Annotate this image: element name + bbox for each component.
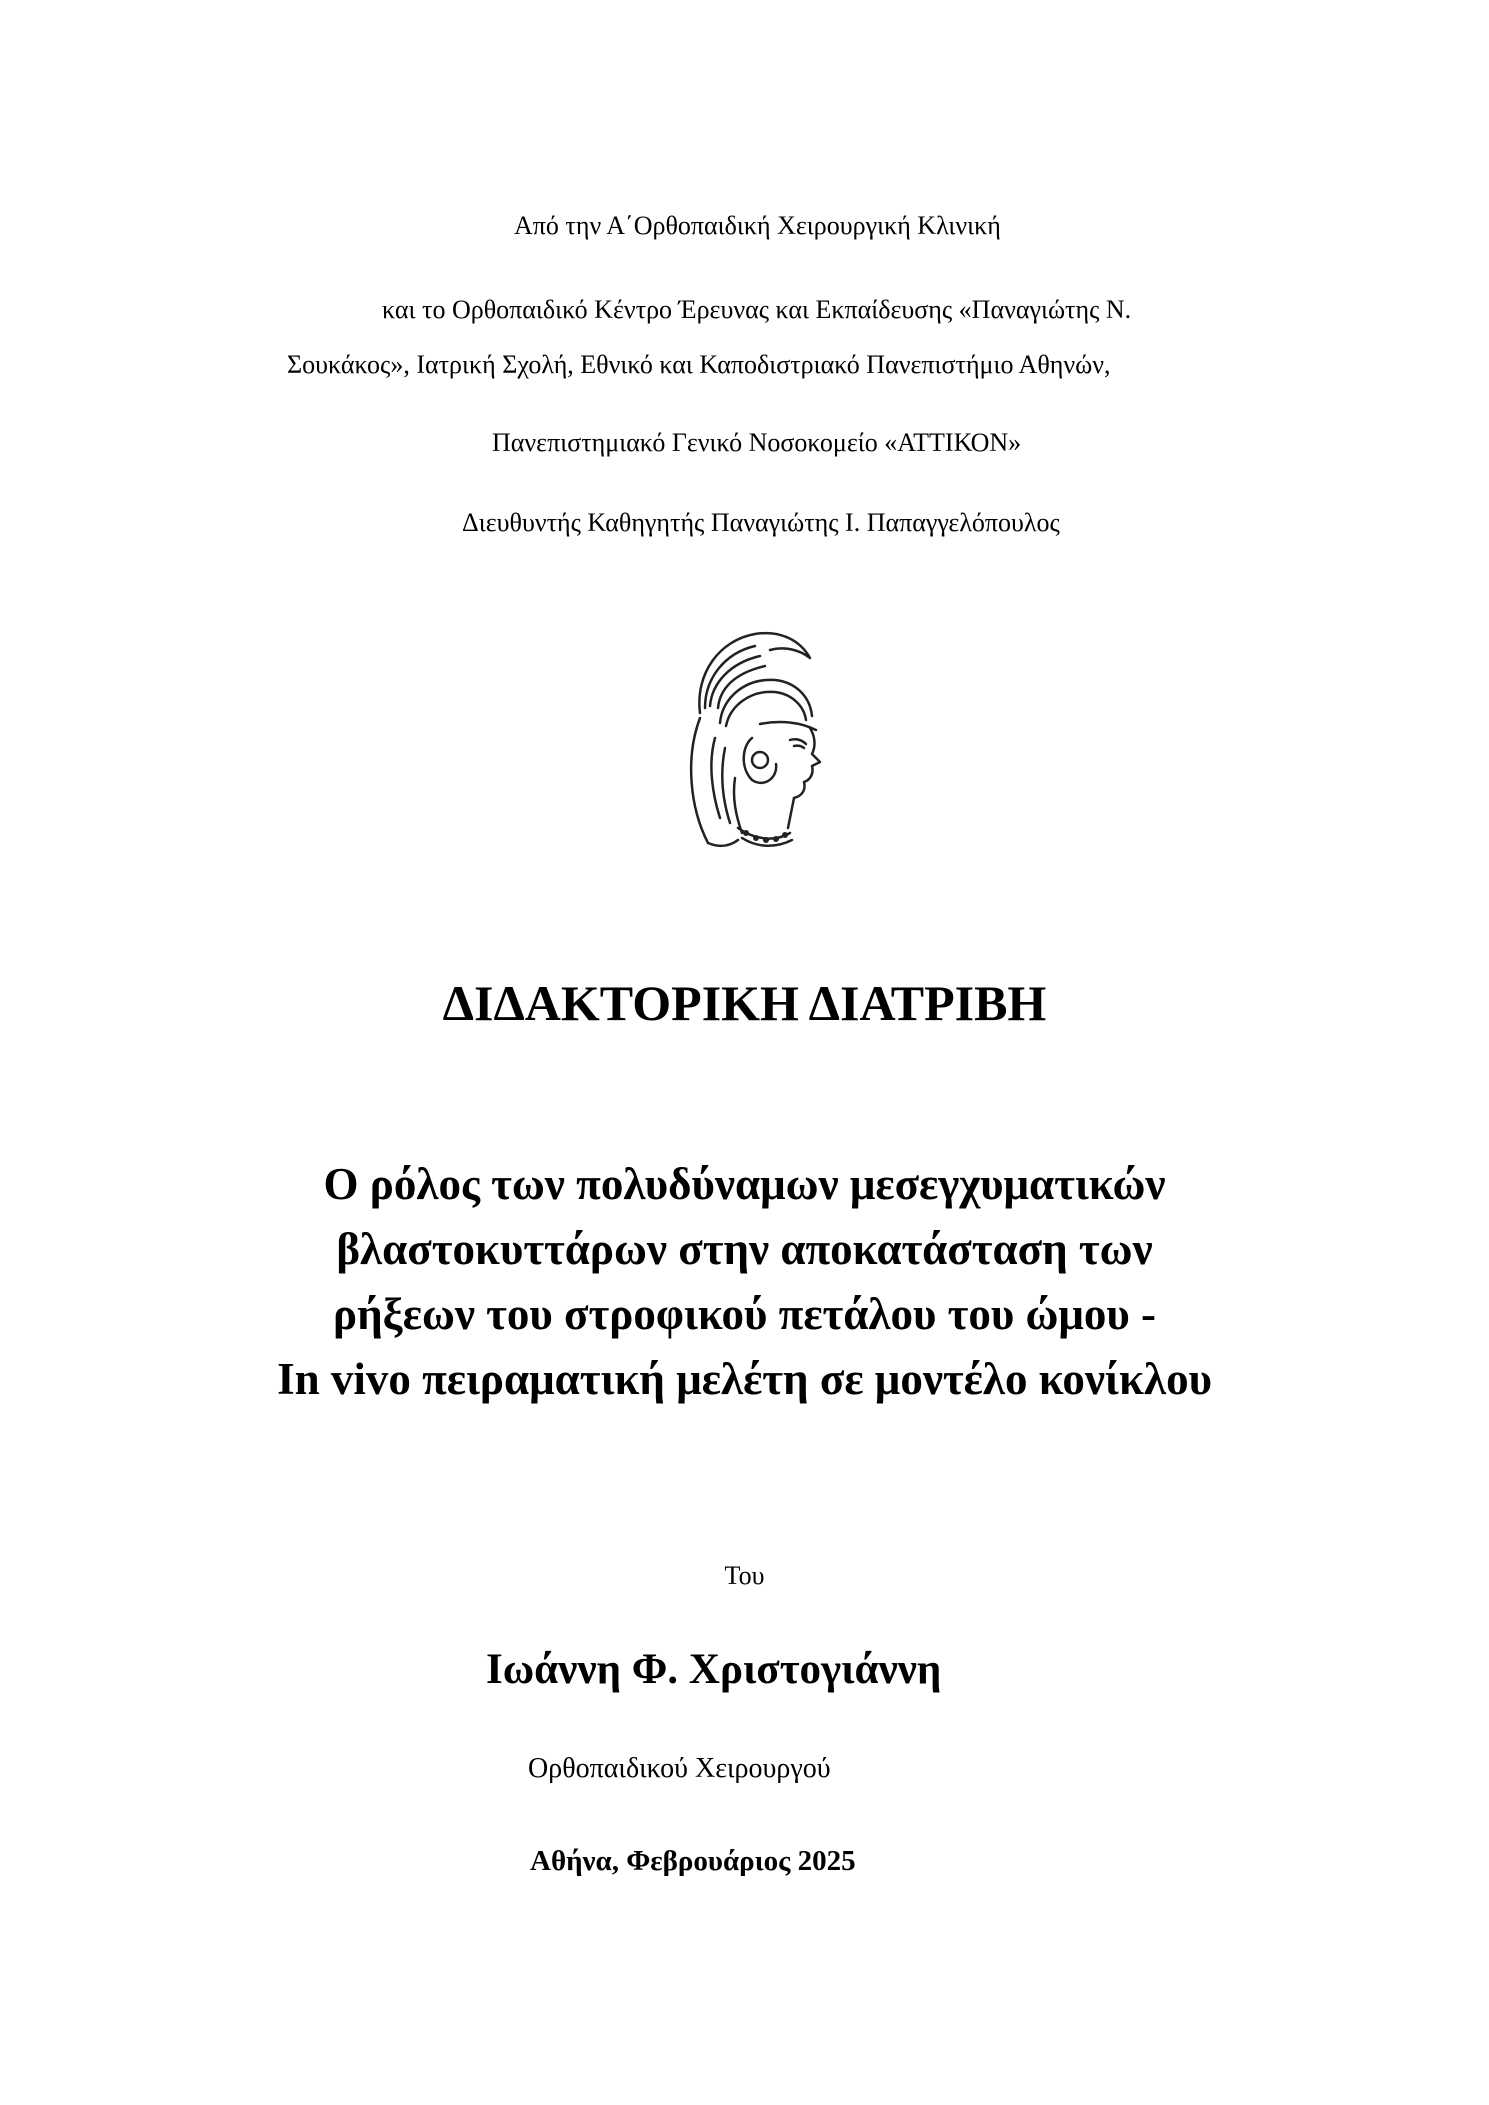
thesis-title-line-4: In vivo πειραματική μελέτη σε μοντέλο κονίκλου — [277, 1354, 1212, 1404]
header-line-3: Σουκάκος», Ιατρική Σχολή, Εθνικό και Καποδιστριακό Πανεπιστήμιο Αθηνών, — [287, 350, 1111, 379]
author-title: Ορθοπαιδικού Χειρουργού — [528, 1753, 831, 1784]
thesis-title-line-2: βλαστοκυττάρων στην αποκατάσταση των — [336, 1224, 1153, 1274]
hospital-line: Πανεπιστημιακό Γενικό Νοσοκομείο «ΑΤΤΙΚΟΝ» — [492, 428, 1022, 457]
thesis-title-line-3: ρήξεων του στροφικού πετάλου του ώμου - — [333, 1289, 1156, 1339]
thesis-title-line-1: Ο ρόλος των πολυδύναμων μεσεγχυματικών — [323, 1159, 1166, 1209]
header-line-1: Από την Α΄Ορθοπαιδική Χειρουργική Κλινική — [514, 211, 1001, 240]
header-line-2: και το Ορθοπαιδικό Κέντρο Έρευνας και Εκπαίδευσης «Παναγιώτης Ν. — [382, 295, 1132, 324]
author-prefix: Του — [724, 1561, 765, 1590]
athena-head-emblem-icon — [660, 628, 830, 853]
place-date: Αθήνα, Φεβρουάριος 2025 — [530, 1845, 856, 1877]
author-name: Ιωάννη Φ. Χριστογιάννη — [486, 1646, 942, 1693]
director-line: Διευθυντής Καθηγητής Παναγιώτης Ι. Παπαγγελόπουλος — [462, 508, 1060, 537]
document-type: ΔΙΔΑΚΤΟΡΙΚΗ ΔΙΑΤΡΙΒΗ — [442, 975, 1047, 1031]
